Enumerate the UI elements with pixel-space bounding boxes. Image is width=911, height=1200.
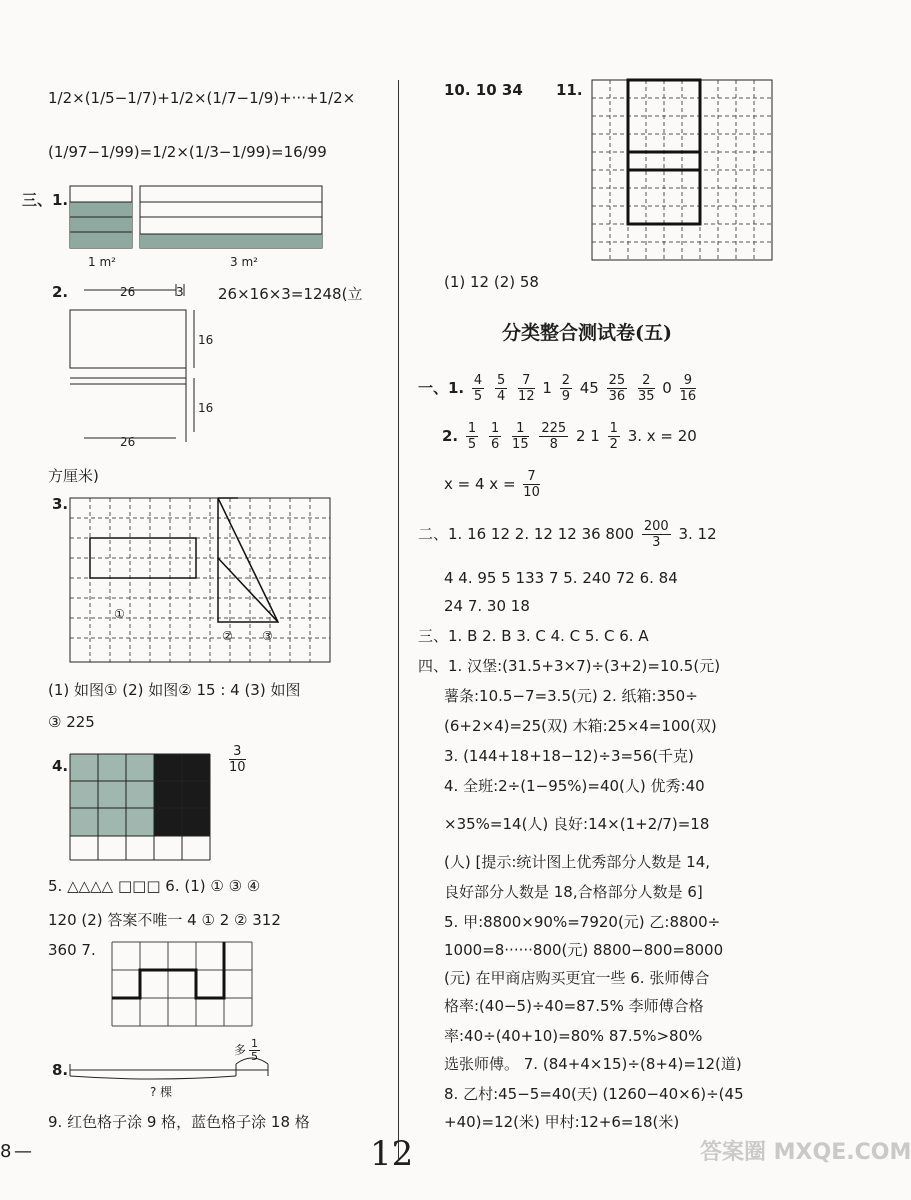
q9-answer-line: 9. 红色格子涂 9 格，蓝色格子涂 18 格	[48, 1113, 310, 1131]
section-three-q1-label: 三、1.	[22, 191, 69, 209]
column-divider	[398, 80, 399, 1160]
q2-dim-top: 26	[120, 285, 136, 299]
part-four-line: 薯条:10.5−7=3.5(元) 2. 纸箱:350÷	[444, 687, 698, 705]
part-three-line: 三、1. B 2. B 3. C 4. C 5. C 6. A	[418, 627, 649, 645]
q5-answer-line: 5. △△△△ □□□ 6. (1) ① ③ ④	[48, 877, 261, 895]
q4-fraction: $\frac{3}{10}$	[229, 744, 246, 775]
q2-formula: 26×16×3=1248(立	[218, 285, 363, 303]
q2-formula-cont: 方厘米)	[48, 467, 99, 485]
part-four-line: (元) 在甲商店购买更宜一些 6. 张师傅合	[444, 969, 710, 987]
q3-grid-figure	[70, 498, 332, 664]
q2-dim-side1: 16	[198, 333, 214, 347]
q3-answer-line2: ③ 225	[48, 713, 95, 731]
q11-label: 11.	[556, 81, 583, 99]
part-one-q1: 一、1. $\frac{4}{5}$ $\frac{5}{4}$ $\frac{7}{12}$ 1 $\frac{2}{9}$ 45 $\frac{25}{36}$ $\frac{2}{35}$ 0 $\frac{9}{16}$	[418, 373, 697, 404]
part-four-line: 8. 乙村:45−5=40(天) (1260−40×6)÷(45	[444, 1085, 744, 1103]
q11-grid-figure	[592, 80, 774, 262]
q8-label: 8.	[52, 1061, 69, 1079]
part-four-line: (人) [提示:统计图上优秀部分人数是 14,	[444, 853, 711, 871]
part-four-line: 四、1. 汉堡:(31.5+3×7)÷(3+2)=10.5(元)	[418, 657, 721, 675]
q8-more-label: 多 $\frac{1}{5}$	[234, 1037, 259, 1063]
test-title: 分类整合测试卷(五)	[502, 322, 672, 344]
q10-answer-line: 10. 10 34	[444, 81, 523, 99]
part-four-line: 选张师傅。 7. (84+4×15)÷(8+4)=12(道)	[444, 1055, 742, 1073]
q1-label-1m2: 1 m²	[88, 255, 116, 269]
part-four-line: 1000=8······800(元) 8800−800=8000	[444, 941, 724, 959]
part-four-line: +40)=12(米) 甲村:12+6=18(米)	[444, 1113, 680, 1131]
q6-answer-line: 120 (2) 答案不唯一 4 ① 2 ② 312	[48, 911, 281, 929]
page-number-dash: —	[14, 1141, 32, 1162]
q7-answer-line: 360 7.	[48, 941, 96, 959]
q1-area-figure	[70, 186, 330, 250]
q2-box-figure	[70, 282, 210, 452]
part-four-line: 率:40÷(40+10)=80% 87.5%>80%	[444, 1027, 703, 1045]
q8-tree-label: ? 棵	[150, 1085, 173, 1099]
part-four-line: (6+2×4)=25(双) 木箱:25×4=100(双)	[444, 717, 717, 735]
q2-dim-bottom: 26	[120, 435, 136, 449]
q3-mark-3: ③	[262, 629, 273, 643]
part-one-x-line: x = 4 x = $\frac{7}{10}$	[444, 469, 540, 500]
q3-label: 3.	[52, 495, 69, 513]
part-four-line: 5. 甲:8800×90%=7920(元) 乙:8800÷	[444, 913, 721, 931]
q7-grid-figure	[112, 942, 254, 1028]
part-two-line1: 二、1. 16 12 2. 12 12 36 800 $\frac{200}{3}$ 3. 12	[418, 519, 717, 550]
watermark: 答案圈 MXQE.COM	[700, 1140, 911, 1165]
q11-answer: (1) 12 (2) 58	[444, 273, 539, 291]
part-one-q2: 2. $\frac{1}{5}$ $\frac{1}{6}$ $\frac{1}{15}$ $\frac{225}{8}$ 2 1 $\frac{1}{2}$ 3. x = 20	[442, 421, 697, 452]
part-four-line: 4. 全班:2÷(1−95%)=40(人) 优秀:40	[444, 777, 705, 795]
part-four-line: 格率:(40−5)÷40=87.5% 李师傅合格	[444, 997, 704, 1015]
part-two-line2: 4 4. 95 5 133 7 5. 240 72 6. 84	[444, 569, 678, 587]
q2-label: 2.	[52, 283, 69, 301]
part-four-line: 良好部分人数是 18,合格部分人数是 6]	[444, 883, 703, 901]
q3-mark-2: ②	[222, 629, 233, 643]
part-four-line: 3. (144+18+18−12)÷3=56(千克)	[444, 747, 694, 765]
q4-label: 4.	[52, 757, 69, 775]
handwritten-page-number: 12	[370, 1134, 414, 1174]
q4-shaded-grid	[70, 754, 212, 862]
part-two-line3: 24 7. 30 18	[444, 597, 530, 615]
q2-dim-small: 3	[176, 285, 184, 299]
q1-label-3m2: 3 m²	[230, 255, 258, 269]
q3-mark-1: ①	[114, 607, 125, 621]
top-expression-line1: 1/2×(1/5−1/7)+1/2×(1/7−1/9)+···+1/2×	[48, 89, 356, 107]
q3-answer-line1: (1) 如图① (2) 如图② 15 : 4 (3) 如图	[48, 681, 301, 699]
top-expression-line2: (1/97−1/99)=1/2×(1/3−1/99)=16/99	[48, 143, 327, 161]
q2-dim-side2: 16	[198, 401, 214, 415]
page-number: 8	[0, 1141, 12, 1162]
part-four-line: ×35%=14(人) 良好:14×(1+2/7)=18	[444, 815, 710, 833]
